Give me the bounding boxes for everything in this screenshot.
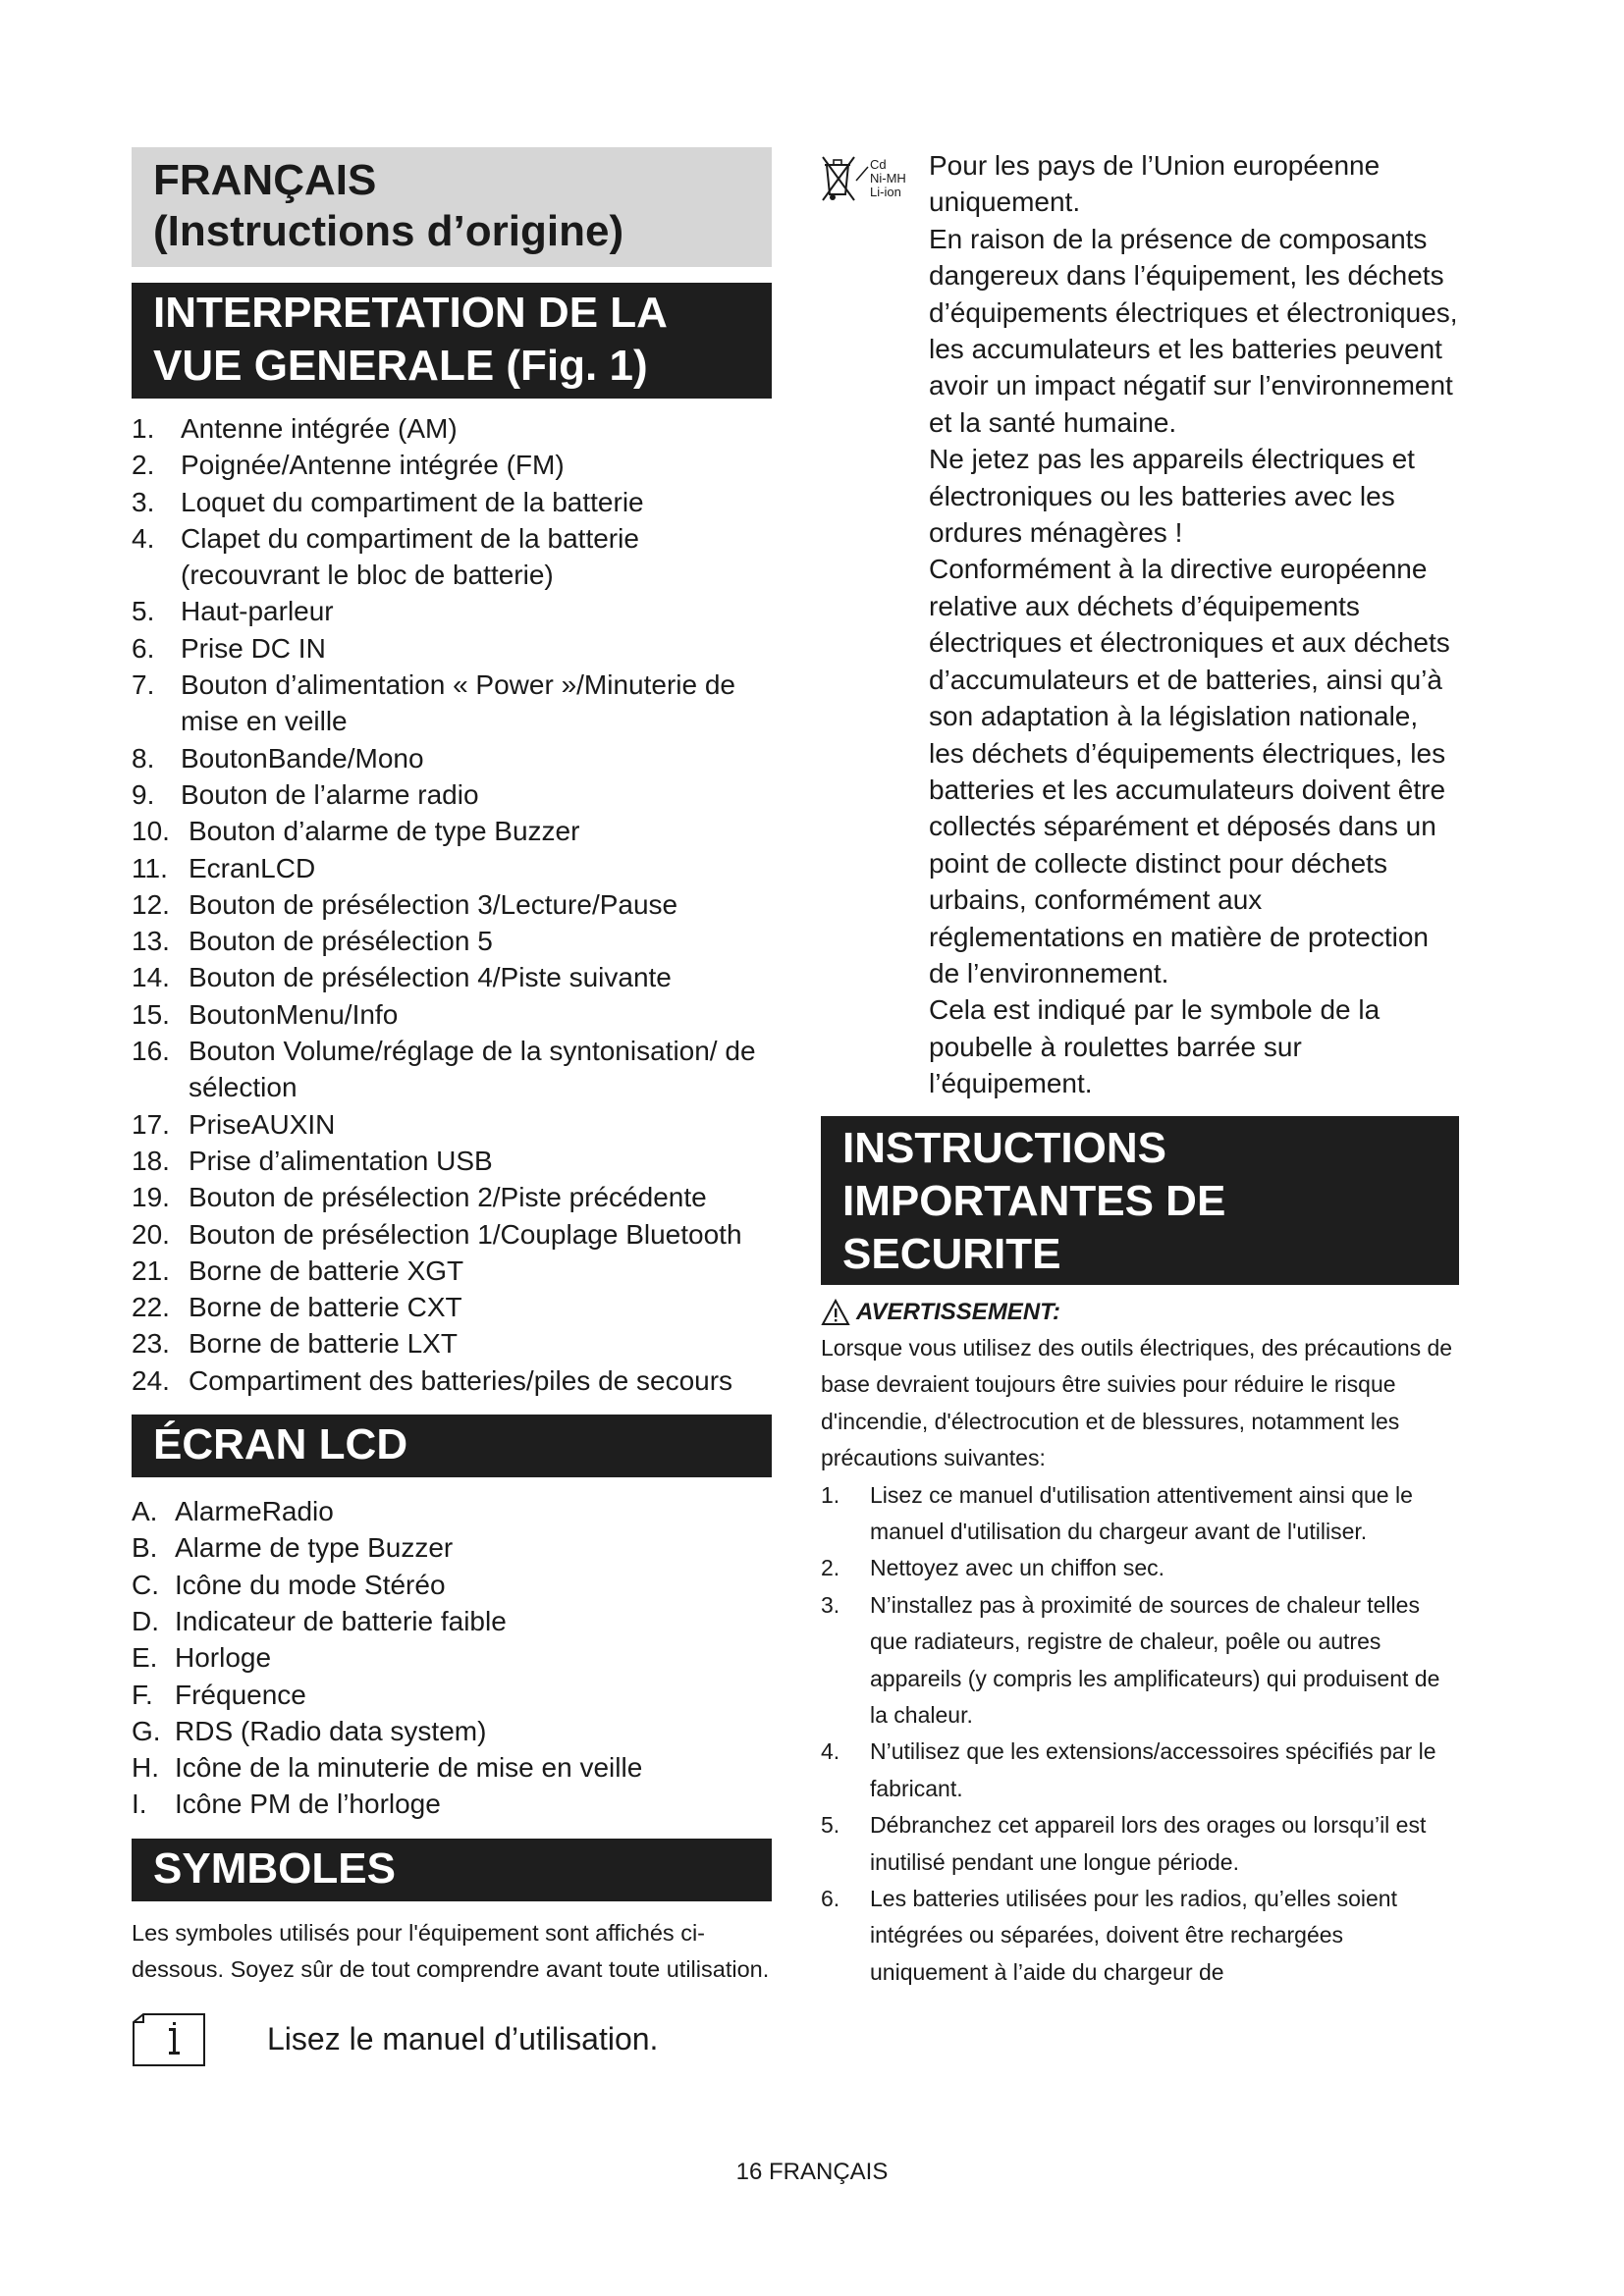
item-text: Bouton de présélection 5 (189, 926, 493, 957)
lcd-heading (132, 1415, 772, 1477)
item-number: 2. (132, 450, 155, 481)
list-item (132, 1567, 772, 1603)
symbols-heading (132, 1839, 772, 1901)
item-text: Bouton Volume/réglage de la syntonisation/ de sélection (189, 1036, 756, 1103)
eu-icon-label-nimh: Ni-MH (870, 171, 906, 186)
list-item (821, 1881, 1459, 1991)
item-number: 4. (132, 522, 155, 554)
item-text: Nettoyez avec un chiffon sec. (870, 1555, 1165, 1581)
left-column (132, 147, 772, 2067)
eu-disposal-block (821, 147, 1459, 1102)
read-manual-text: Lisez le manuel d’utilisation. (267, 2021, 659, 2057)
item-number: 1. (821, 1481, 840, 1508)
safety-list (821, 1477, 1459, 1992)
list-item (132, 1786, 772, 1822)
item-text: BoutonMenu/Info (189, 998, 399, 1030)
item-letter: C. (132, 1569, 159, 1600)
item-number: 6. (132, 632, 155, 664)
eu-paragraph: Ne jetez pas les appareils électriques et électroniques ou les batteries avec les ordures ménagères ! (929, 444, 1415, 549)
item-text: Alarme de type Buzzer (175, 1532, 454, 1564)
list-item (132, 1493, 772, 1529)
item-text: BoutonBande/Mono (181, 742, 424, 774)
item-letter: B. (132, 1532, 158, 1564)
list-item (132, 667, 772, 740)
item-letter: F. (132, 1679, 153, 1710)
item-text: Bouton de présélection 3/Lecture/Pause (189, 888, 678, 920)
item-text: Clapet du compartiment de la batterie (recouvrant le bloc de batterie) (181, 522, 639, 591)
language-banner (132, 147, 772, 267)
list-item (132, 1529, 772, 1566)
list-item (132, 1253, 772, 1289)
read-manual-icon (132, 2012, 206, 2067)
list-item (132, 593, 772, 629)
warning-icon (821, 1299, 850, 1326)
item-number: 21. (132, 1255, 170, 1286)
item-number: 1. (132, 413, 155, 444)
item-text: Prise DC IN (181, 632, 326, 664)
item-text: N’installez pas à proximité de sources de chaleur telles que radiateurs, registre de chaleur, poêle ou autres appareils (y compris les amplificateurs) qui produisent de la chaleur. (870, 1591, 1440, 1728)
list-item (132, 484, 772, 520)
item-text: Prise d’alimentation USB (189, 1145, 493, 1176)
item-number: 5. (821, 1812, 840, 1839)
item-text: Débranchez cet appareil lors des orages ou lorsqu’il est inutilisé pendant une longue période. (870, 1812, 1427, 1875)
item-number: 16. (132, 1036, 170, 1067)
overview-heading-line2: VUE GENERALE (Fig. 1) (153, 342, 648, 390)
lcd-list (132, 1493, 772, 1823)
item-text: Icône de la minuterie de mise en veille (175, 1752, 643, 1784)
item-text: RDS (Radio data system) (175, 1715, 487, 1746)
item-text: Horloge (175, 1642, 272, 1674)
item-number: 10. (132, 816, 170, 847)
list-item (132, 1677, 772, 1713)
eu-icon-label-liion: Li-ion (870, 185, 901, 199)
list-item (821, 1734, 1459, 1807)
item-text: Bouton de présélection 2/Piste précédente (189, 1182, 707, 1213)
item-number: 5. (132, 596, 155, 627)
item-number: 13. (132, 926, 170, 957)
list-item (132, 630, 772, 667)
item-number: 14. (132, 962, 170, 993)
list-item (132, 1106, 772, 1143)
item-text: Borne de batterie XGT (189, 1255, 464, 1286)
eu-paragraph: Cela est indiqué par le symbole de la poubelle à roulettes barrée sur l’équipement. (929, 994, 1380, 1099)
warning-title (821, 1299, 1459, 1326)
item-text: N’utilisez que les extensions/accessoires spécifiés par le fabricant. (870, 1738, 1436, 1801)
item-number: 24. (132, 1364, 170, 1396)
item-text: Indicateur de batterie faible (175, 1605, 507, 1636)
safety-heading-line2: IMPORTANTES DE (842, 1176, 1226, 1225)
item-text: Bouton de l’alarme radio (181, 778, 479, 810)
item-text: Borne de batterie CXT (189, 1292, 462, 1323)
item-text: Lisez ce manuel d'utilisation attentivement ainsi que le manuel d'utilisation du chargeur avant de l'utiliser. (870, 1481, 1413, 1544)
list-item (132, 1179, 772, 1215)
list-item (132, 520, 772, 594)
list-item (132, 1603, 772, 1639)
list-item (132, 1639, 772, 1676)
list-item (132, 447, 772, 483)
item-letter: I. (132, 1789, 147, 1820)
item-number: 18. (132, 1145, 170, 1176)
item-number: 2. (821, 1555, 840, 1581)
item-letter: E. (132, 1642, 158, 1674)
list-item (132, 1325, 772, 1362)
lcd-heading-text: ÉCRAN LCD (153, 1420, 408, 1469)
item-letter: D. (132, 1605, 159, 1636)
list-item (132, 740, 772, 776)
item-text: Bouton de présélection 1/Couplage Bluetooth (189, 1218, 742, 1250)
list-item (132, 1143, 772, 1179)
item-text: Icône PM de l’horloge (175, 1789, 441, 1820)
item-number: 8. (132, 742, 155, 774)
list-item (132, 1033, 772, 1106)
eu-paragraph: Pour les pays de l’Union européenne uniquement. (929, 150, 1380, 218)
item-text: Bouton d’alimentation « Power »/Minuterie de mise en veille (181, 669, 736, 737)
read-manual-row (132, 2012, 772, 2067)
item-number: 9. (132, 778, 155, 810)
safety-heading (821, 1116, 1459, 1285)
list-item (132, 1216, 772, 1253)
list-item (132, 996, 772, 1033)
overview-heading (132, 283, 772, 399)
list-item (821, 1477, 1459, 1551)
eu-paragraph: En raison de la présence de composants dangereux dans l’équipement, les déchets d’équipements électriques et électroniques, les accumulateurs et les batteries peuvent avoir un impact négatif sur l’environnement et la santé humaine. (929, 223, 1458, 438)
eu-paragraph: Conformément à la directive européenne relative aux déchets d’équipements électriques et électroniques et aux déchets d’accumulateurs et de batteries, ainsi qu’à son adaptation à la législation nationale, les déchets d’équipements électriques, les batteries et les accumulateurs doivent être collectés séparément et déposés dans un point de collecte distinct pour déchets urbains, conformément aux réglementations en matière de protection de l’environnement. (929, 554, 1450, 988)
list-item (821, 1550, 1459, 1586)
item-number: 15. (132, 998, 170, 1030)
language-subtitle: (Instructions d’origine) (153, 207, 624, 255)
item-number: 23. (132, 1328, 170, 1360)
item-text: Borne de batterie LXT (189, 1328, 458, 1360)
crossed-bin-icon (821, 151, 929, 220)
item-text: Antenne intégrée (AM) (181, 413, 458, 444)
item-text: Les batteries utilisées pour les radios, qu’elles soient intégrées ou séparées, doivent être rechargées uniquement à l’aide du chargeur de (870, 1886, 1397, 1985)
eu-icon-label-cd: Cd (870, 157, 887, 172)
list-item (132, 1289, 772, 1325)
item-number: 17. (132, 1108, 170, 1140)
item-number: 12. (132, 888, 170, 920)
eu-icon-area (821, 147, 929, 1102)
item-number: 11. (132, 852, 168, 883)
item-number: 7. (132, 669, 155, 701)
list-item (132, 776, 772, 813)
item-letter: H. (132, 1752, 159, 1784)
warning-intro: Lorsque vous utilisez des outils électriques, des précautions de base devraient toujours être suivies pour réduire le risque d'incendie, d'électrocution et de blessures, notamment les précautions suivantes: (821, 1334, 1453, 1471)
list-item (132, 923, 772, 959)
overview-list (132, 410, 772, 1399)
language-title: FRANÇAIS (153, 156, 377, 204)
list-item (132, 1749, 772, 1786)
item-text: Bouton d’alarme de type Buzzer (189, 816, 580, 847)
list-item (132, 850, 772, 886)
symbols-intro: Les symboles utilisés pour l'équipement sont affichés ci-dessous. Soyez sûr de tout comprendre avant toute utilisation. (132, 1919, 770, 1983)
list-item (132, 1362, 772, 1399)
item-number: 3. (821, 1591, 840, 1618)
item-text: Icône du mode Stéréo (175, 1569, 446, 1600)
item-text: Haut-parleur (181, 596, 334, 627)
item-text: Poignée/Antenne intégrée (FM) (181, 450, 565, 481)
item-text: EcranLCD (189, 852, 316, 883)
list-item (821, 1807, 1459, 1881)
item-number: 20. (132, 1218, 170, 1250)
item-number: 19. (132, 1182, 170, 1213)
overview-heading-line1: INTERPRETATION DE LA (153, 289, 668, 337)
item-text: Compartiment des batteries/piles de secours (189, 1364, 733, 1396)
item-text: AlarmeRadio (175, 1496, 334, 1527)
list-item (132, 410, 772, 447)
item-letter: G. (132, 1715, 161, 1746)
warning-label: AVERTISSEMENT: (856, 1298, 1061, 1325)
eu-disposal-text (929, 147, 1459, 1102)
item-text: PriseAUXIN (189, 1108, 336, 1140)
item-number: 6. (821, 1886, 840, 1912)
list-item (132, 886, 772, 923)
list-item (132, 1713, 772, 1749)
list-item (132, 813, 772, 849)
item-number: 4. (821, 1738, 840, 1765)
item-number: 22. (132, 1292, 170, 1323)
safety-heading-line1: INSTRUCTIONS (842, 1123, 1166, 1172)
list-item (132, 959, 772, 995)
item-text: Fréquence (175, 1679, 306, 1710)
list-item (821, 1587, 1459, 1735)
item-text: Bouton de présélection 4/Piste suivante (189, 962, 672, 993)
item-number: 3. (132, 486, 155, 517)
safety-heading-line3: SECURITE (842, 1229, 1061, 1278)
item-text: Loquet du compartiment de la batterie (181, 486, 644, 517)
page-footer: 16 FRANÇAIS (735, 2159, 889, 2185)
item-letter: A. (132, 1496, 158, 1527)
symbols-heading-text: SYMBOLES (153, 1843, 396, 1893)
right-column (821, 147, 1459, 1991)
